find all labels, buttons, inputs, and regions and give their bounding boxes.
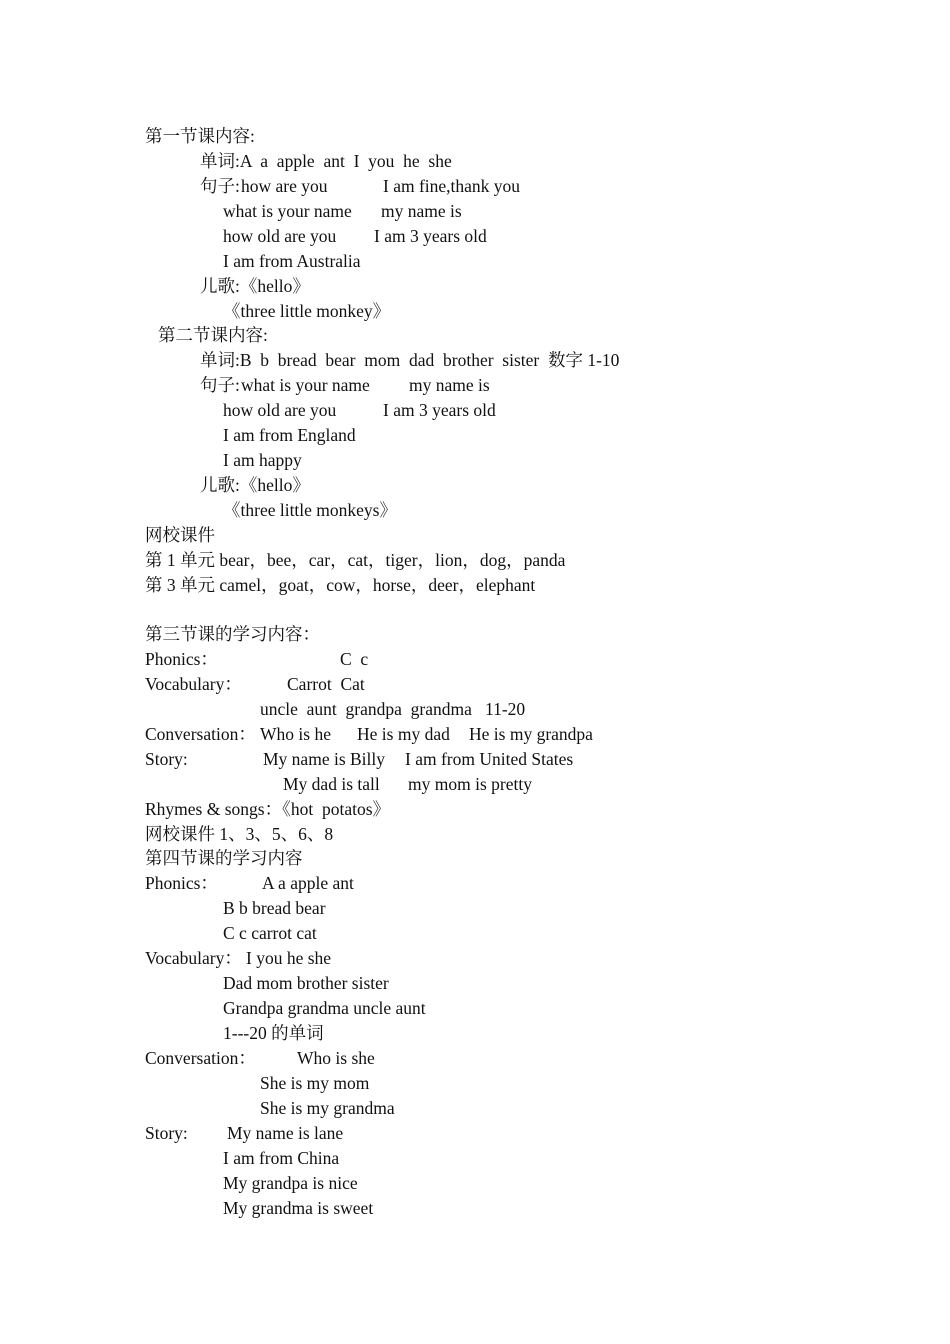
- lesson2-words: 单词:B b bread bear mom dad brother sister 数字 1-10: [200, 350, 620, 370]
- courseware-heading: 网校课件: [145, 525, 215, 545]
- lesson4-phonics-3: C c carrot cat: [223, 923, 317, 943]
- lesson1-sentences-label: 句子:: [200, 176, 240, 196]
- lesson3-vocab-1: Carrot Cat: [287, 674, 365, 694]
- lesson4-story-label: Story:: [145, 1123, 188, 1143]
- lesson3-conversation-label: Conversation：: [145, 724, 256, 744]
- lesson2-sentence-1b: my name is: [409, 375, 490, 395]
- lesson4-heading: 第四节课的学习内容: [145, 848, 303, 868]
- lesson2-sentence-4: I am happy: [223, 450, 302, 470]
- lesson3-story-2: I am from United States: [405, 749, 574, 769]
- lesson4-conversation-1: Who is she: [297, 1048, 375, 1068]
- lesson1-sentence-4: I am from Australia: [223, 251, 361, 271]
- lesson3-conversation-2: He is my dad: [357, 724, 450, 744]
- lesson4-vocab-4: 1---20 的单词: [223, 1023, 324, 1043]
- lesson2-song-1: 儿歌:《hello》: [200, 475, 310, 495]
- lesson4-story-2: I am from China: [223, 1148, 340, 1168]
- lesson3-courseware: 网校课件 1、3、5、6、8: [145, 824, 334, 844]
- lesson1-heading: 第一节课内容:: [145, 126, 255, 146]
- lesson3-heading: 第三节课的学习内容：: [145, 624, 320, 644]
- lesson4-story-3: My grandpa is nice: [223, 1173, 358, 1193]
- lesson4-vocab-label: Vocabulary：: [145, 948, 242, 968]
- lesson3-conversation-1: Who is he: [260, 724, 331, 744]
- lesson2-sentences-label: 句子:: [200, 375, 240, 395]
- lesson4-conversation-label: Conversation：: [145, 1048, 256, 1068]
- lesson3-conversation-3: He is my grandpa: [469, 724, 593, 744]
- lesson3-story-label: Story:: [145, 749, 188, 769]
- lesson4-conversation-3: She is my grandma: [260, 1098, 395, 1118]
- lesson1-song-1: 儿歌:《hello》: [200, 276, 310, 296]
- lesson4-vocab-2: Dad mom brother sister: [223, 973, 389, 993]
- lesson3-vocab-2: uncle aunt grandpa grandma 11-20: [260, 699, 526, 719]
- lesson1-sentence-1b: I am fine,thank you: [383, 176, 521, 196]
- lesson4-phonics-label: Phonics：: [145, 873, 218, 893]
- lesson3-vocab-label: Vocabulary：: [145, 674, 242, 694]
- lesson3-story-1: My name is Billy: [263, 749, 386, 769]
- lesson1-sentence-1a: how are you: [241, 176, 328, 196]
- lesson3-story-4: my mom is pretty: [408, 774, 532, 794]
- lesson2-heading: 第二节课内容:: [158, 325, 268, 345]
- lesson3-phonics-label: Phonics：: [145, 649, 218, 669]
- courseware-unit1: 第 1 单元 bear，bee，car，cat，tiger，lion，dog，panda: [145, 550, 566, 570]
- lesson1-sentence-3a: how old are you: [223, 226, 337, 246]
- lesson4-vocab-1: I you he she: [246, 948, 332, 968]
- lesson4-vocab-3: Grandpa grandma uncle aunt: [223, 998, 426, 1018]
- lesson2-sentence-2a: how old are you: [223, 400, 337, 420]
- lesson1-song-2: 《three little monkey》: [223, 301, 391, 321]
- lesson4-conversation-2: She is my mom: [260, 1073, 370, 1093]
- lesson3-story-3: My dad is tall: [283, 774, 380, 794]
- lesson4-story-4: My grandma is sweet: [223, 1198, 374, 1218]
- lesson1-sentence-2a: what is your name: [223, 201, 352, 221]
- courseware-unit3: 第 3 单元 camel，goat，cow，horse，deer，elephant: [145, 575, 536, 595]
- lesson4-phonics-2: B b bread bear: [223, 898, 326, 918]
- lesson3-rhymes: Rhymes & songs：《hot potatos》: [145, 799, 391, 819]
- lesson2-sentence-1a: what is your name: [241, 375, 370, 395]
- lesson4-story-1: My name is lane: [227, 1123, 344, 1143]
- lesson3-phonics-value: C c: [340, 649, 369, 669]
- lesson2-song-2: 《three little monkeys》: [223, 500, 397, 520]
- lesson2-sentence-2b: I am 3 years old: [383, 400, 496, 420]
- lesson1-words: 单词:A a apple ant I you he she: [200, 151, 452, 171]
- lesson2-sentence-3: I am from England: [223, 425, 356, 445]
- lesson4-phonics-1: A a apple ant: [262, 873, 354, 893]
- lesson1-sentence-3b: I am 3 years old: [374, 226, 487, 246]
- lesson1-sentence-2b: my name is: [381, 201, 462, 221]
